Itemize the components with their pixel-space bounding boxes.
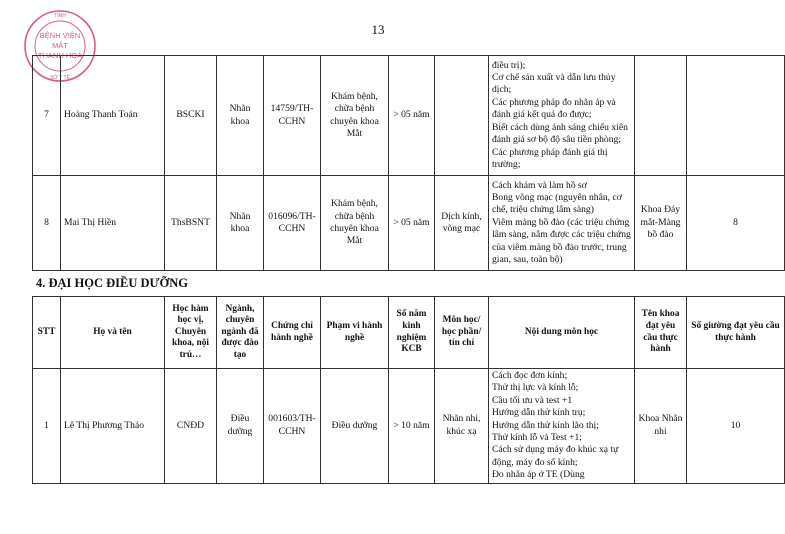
header-stt: STT [33, 297, 61, 369]
name-cell: Lê Thị Phương Thảo [61, 369, 165, 484]
stamp-line-1: TỈNH [54, 13, 66, 19]
scope-cell: Điều dưỡng [321, 369, 389, 484]
beds-cell: 10 [687, 369, 785, 484]
specialty-cell: Điều dưỡng [217, 369, 264, 484]
stamp-line-5: SỞ Y TẾ [50, 75, 70, 81]
years-cell: > 05 năm [389, 56, 435, 176]
content-cell [489, 369, 635, 484]
specialty-cell: Nhãn khoa [217, 56, 264, 176]
stt-cell: 1 [33, 369, 61, 484]
header-name: Họ và tên [61, 297, 165, 369]
degree-cell: CNĐD [165, 369, 217, 484]
stamp-line-3: MẮT [52, 41, 68, 50]
dept-cell: Khoa Đáy mắt-Màng bồ đào [635, 176, 687, 271]
stamp-line-2: BỆNH VIỆN [39, 31, 81, 40]
staff-table-continued [32, 55, 785, 271]
content-line: điều trị); [492, 59, 526, 71]
degree-cell: BSCKI [165, 56, 217, 176]
header-certificate: Chứng chỉ hành nghề [264, 297, 321, 369]
content-line: Cách sử dụng máy đo khúc xạ tự động, máy đo số kính; [492, 444, 619, 468]
content-line: Cách đọc đơn kính; [492, 370, 568, 381]
content-cell [489, 176, 635, 271]
stt-cell: 8 [33, 176, 61, 271]
table-row [33, 176, 785, 271]
content-line: Biết cách dùng ánh sáng chiếu xiên đánh giá sơ bộ độ sâu tiền phòng; [492, 121, 628, 146]
content-line: Đo nhãn áp ở TE (Dùng [492, 469, 585, 481]
scope-cell: Khám bệnh, chữa bệnh chuyên khoa Mắt [321, 176, 389, 271]
certificate-cell: 001603/TH-CCHN [264, 369, 321, 484]
specialty-cell: Nhãn khoa [217, 176, 264, 271]
content-line: Cách khám và làm hồ sơ [492, 179, 587, 191]
scope-cell: Khám bệnh, chữa bệnh chuyên khoa Mắt [321, 56, 389, 176]
name-cell: Hoàng Thanh Toản [61, 56, 165, 176]
header-scope: Phạm vi hành nghề [321, 297, 389, 369]
content-line: Các phương pháp đánh giá thị trường; [492, 146, 608, 170]
stamp-line-4: THANH HOÁ [37, 51, 83, 60]
section-title: 4. ĐẠI HỌC ĐIỀU DƯỠNG [36, 276, 188, 290]
subject-cell: Nhãn nhi, khúc xạ [435, 369, 489, 484]
header-content: Nội dung môn học [489, 297, 635, 369]
header-years: Số năm kinh nghiệm KCB [389, 297, 435, 369]
header-degree: Học hàm học vị, Chuyên khoa, nội trú… [165, 297, 217, 369]
table-row [33, 369, 785, 484]
header-beds: Số giường đạt yêu cầu thực hành [687, 297, 785, 369]
content-cell [489, 56, 635, 176]
content-line: Bong võng mạc (nguyên nhân, cơ chế, triệu chứng lâm sàng) [492, 191, 622, 216]
content-line: Cơ chế sản xuất và dẫn lưu thủy dịch; [492, 72, 616, 96]
dept-cell: Khoa Nhãn nhi [635, 369, 687, 484]
table-row [33, 56, 785, 176]
content-line: Các phương pháp đo nhãn áp và đánh giá kết quả đo được; [492, 96, 616, 121]
years-cell: > 10 năm [389, 369, 435, 484]
header-row [33, 297, 785, 369]
header-specialty: Ngành, chuyên ngành đã được đào tạo [217, 297, 264, 369]
degree-cell: ThsBSNT [165, 176, 217, 271]
content-line: Hướng dẫn thử kính lão thị; [492, 419, 599, 431]
years-cell: > 05 năm [389, 176, 435, 271]
name-cell: Mai Thị Hiền [61, 176, 165, 271]
stt-cell: 7 [33, 56, 61, 176]
certificate-cell: 016096/TH-CCHN [264, 176, 321, 271]
beds-cell: 8 [687, 176, 785, 271]
content-line: Cầu tối ưu và test +1 [492, 394, 573, 406]
nursing-staff-table [32, 296, 785, 484]
content-line: Viêm màng bồ đào (các triệu chứng lâm sàng, nắm được các triệu chứng của viêm màng bồ đào trước, trung gian, sau, toàn bộ) [492, 216, 631, 266]
subject-cell [435, 56, 489, 176]
dept-cell [635, 56, 687, 176]
content-line: Thử thị lực và kính lỗ; [492, 382, 579, 394]
page-number: 13 [371, 22, 385, 37]
content-line: Hướng dẫn thử kính trụ; [492, 407, 586, 419]
content-line: Thử kính lỗ và Test +1; [492, 432, 582, 444]
header-subject: Môn học/ học phần/ tín chỉ [435, 297, 489, 369]
beds-cell [687, 56, 785, 176]
header-dept: Tên khoa đạt yêu cầu thực hành [635, 297, 687, 369]
certificate-cell: 14759/TH-CCHN [264, 56, 321, 176]
subject-cell: Dịch kính, võng mạc [435, 176, 489, 271]
